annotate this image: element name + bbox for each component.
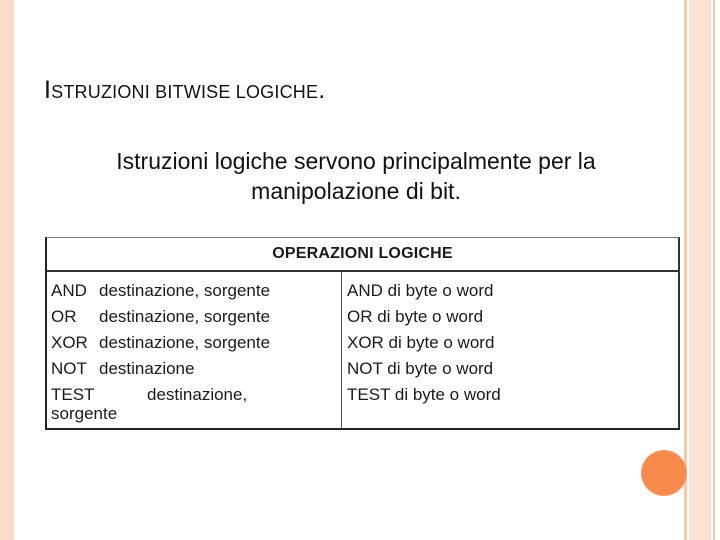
subtitle-line: Istruzioni logiche servono principalmente per la	[116, 148, 596, 174]
table-cell: OR di byte o word	[347, 307, 484, 326]
op-mnemonic: NOT	[51, 359, 87, 378]
op-mnemonic: XOR	[51, 333, 88, 352]
op-args: destinazione, sorgente	[99, 307, 271, 326]
op-mnemonic: TEST	[51, 385, 95, 404]
op-args: destinazione,	[147, 385, 248, 404]
decorative-circle	[641, 450, 687, 496]
right-frame-bar	[689, 0, 711, 540]
op-args-continuation: sorgente	[51, 404, 118, 423]
op-args: destinazione, sorgente	[99, 281, 271, 300]
table-header	[47, 238, 678, 272]
table-cell: AND di byte o word	[347, 281, 494, 300]
syntax-column	[47, 272, 342, 429]
table-cell: XOR di byte o word	[347, 333, 495, 352]
right-frame-line	[684, 0, 687, 540]
right-frame-line-outer	[713, 0, 715, 540]
title-initial: I	[44, 76, 52, 104]
op-mnemonic: AND	[51, 281, 87, 300]
title-text: STRUZIONI BITWISE LOGICHE	[51, 82, 319, 102]
table-row	[51, 278, 341, 304]
table-body	[47, 272, 678, 429]
left-frame-bar	[0, 0, 14, 540]
description-column	[342, 272, 678, 429]
table-cell: NOT di byte o word	[347, 359, 494, 378]
subtitle-line: manipolazione di bit.	[251, 178, 461, 204]
table-cell: TEST di byte o word	[347, 385, 501, 404]
op-mnemonic: OR	[51, 307, 77, 326]
op-args: destinazione, sorgente	[99, 333, 271, 352]
slide-subtitle	[40, 146, 672, 206]
slide-title	[44, 76, 325, 105]
op-args: destinazione	[99, 359, 195, 378]
table-row	[51, 304, 341, 330]
table-header-label: OPERAZIONI LOGICHE	[272, 245, 453, 262]
table-row	[51, 330, 341, 356]
table-row	[51, 356, 341, 382]
title-dot: .	[318, 76, 326, 104]
logic-operations-table	[45, 237, 680, 430]
